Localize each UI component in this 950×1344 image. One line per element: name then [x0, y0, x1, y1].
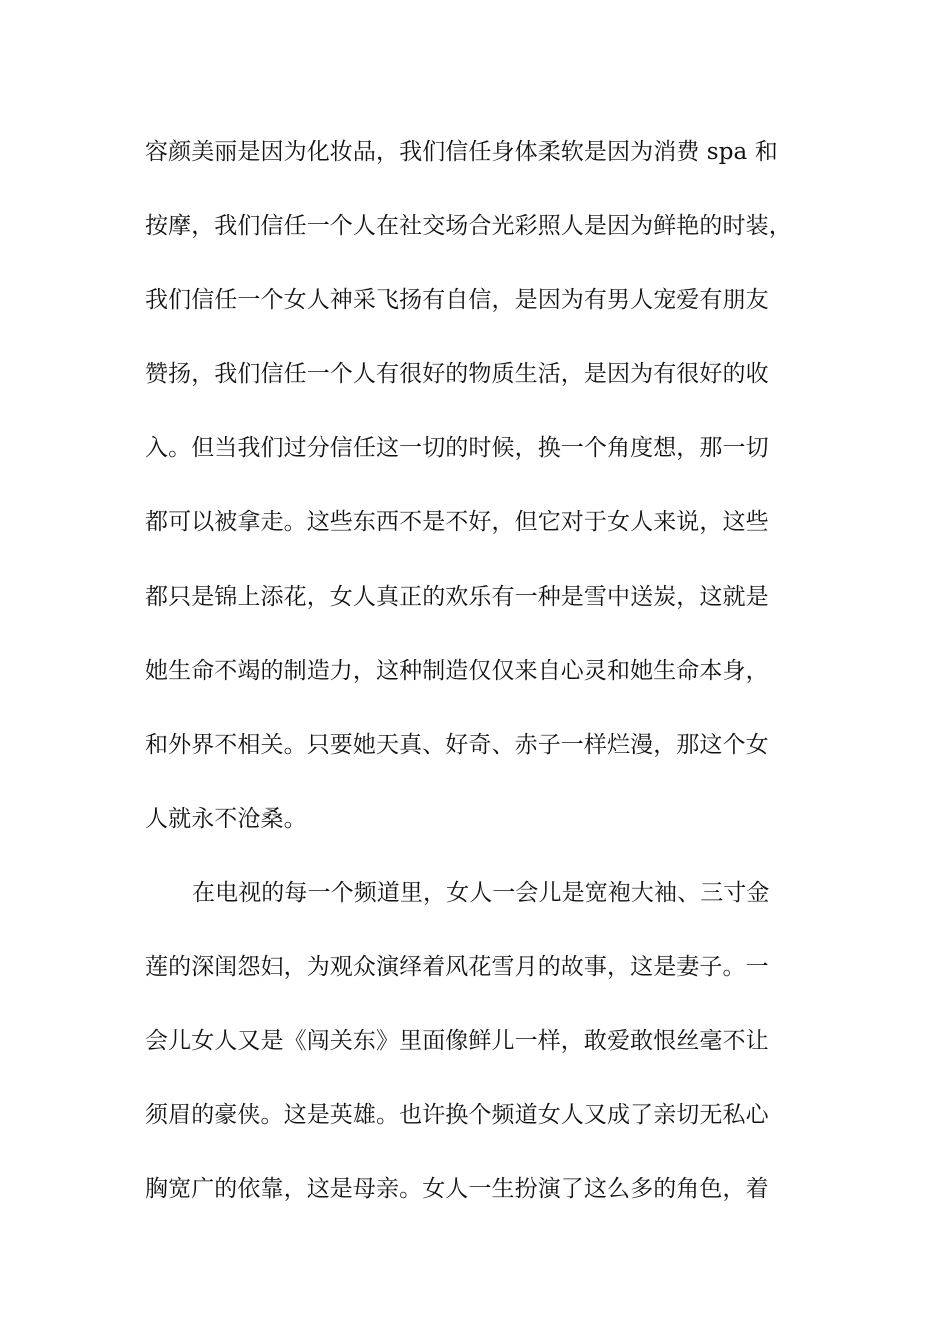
text-line: 和外界不相关。只要她天真、好奇、赤子一样烂漫，那这个女: [145, 731, 769, 758]
text-line: 在电视的每一个频道里，女人一会儿是宽袍大袖、三寸金: [192, 879, 770, 906]
text-line: 都可以被拿走。这些东西不是不好，但它对于女人来说，这些: [145, 509, 769, 536]
text-line: 容颜美丽是因为化妆品，我们信任身体柔软是因为消费 spa 和: [145, 139, 778, 165]
text-line: 会儿女人又是《闯关东》里面像鲜儿一样，敢爱敢恨丝毫不让: [145, 1028, 769, 1055]
text-line: 都只是锦上添花，女人真正的欢乐有一种是雪中送炭，这就是: [145, 583, 769, 610]
paragraph-2: [145, 870, 825, 1240]
text-line: 按摩，我们信任一个人在社交场合光彩照人是因为鲜艳的时装，: [145, 213, 792, 240]
body-text: [145, 129, 825, 1240]
text-line: 人就永不沧桑。: [145, 805, 307, 832]
text-line: 她生命不竭的制造力，这种制造仅仅来自心灵和她生命本身，: [145, 657, 769, 684]
text-line: 我们信任一个女人神采飞扬有自信，是因为有男人宠爱有朋友: [145, 287, 769, 314]
text-line: 入。但当我们过分信任这一切的时候，换一个角度想，那一切: [145, 435, 769, 462]
text-line: 须眉的豪侠。这是英雄。也许换个频道女人又成了亲切无私心: [145, 1102, 769, 1129]
text-line: 胸宽广的依靠，这是母亲。女人一生扮演了这么多的角色，着: [145, 1176, 769, 1203]
paragraph-1: [145, 129, 825, 870]
text-line: 莲的深闺怨妇，为观众演绎着风花雪月的故事，这是妻子。一: [145, 954, 769, 981]
text-line: 赞扬，我们信任一个人有很好的物质生活，是因为有很好的收: [145, 361, 769, 388]
